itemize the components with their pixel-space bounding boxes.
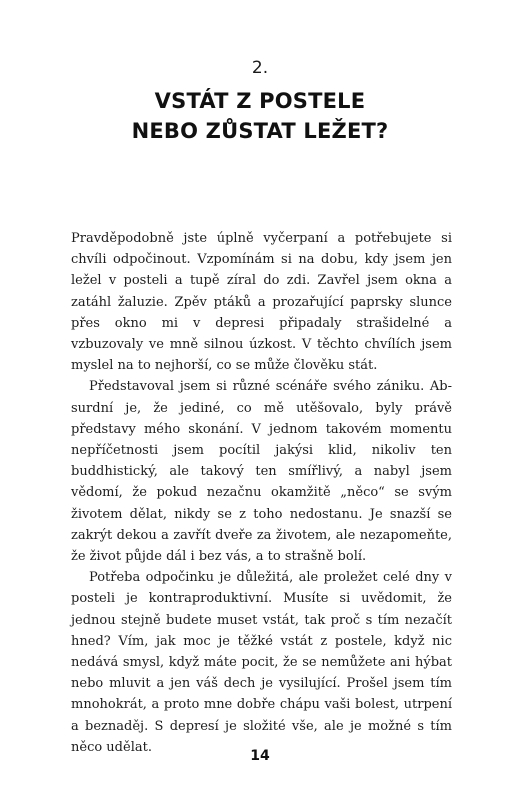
body-text <box>71 228 452 758</box>
chapter-title <box>0 86 520 146</box>
page-number: 14 <box>250 748 270 764</box>
paragraph-2: Představoval jsem si různé scénáře svého zániku. Absurdní je, že jediné, co mě utěšovalo, byly právě představy mého skonání. V jednom takovém momentu nepříčetnosti jsem pocítil jakýsi klid, nikoliv ten buddhistický, ale takový ten smířlivý, a nabyl jsem vědomí, že pokud nezačnu okamžitě „něco“ se svým životem dělat, nikdy se z toho nedostanu. Je snazší se zakrýt dekou a zavřít dveře za životem, ale nezapomeňte, že život půjde dál i bez vás, a to strašně bolí. <box>71 379 452 565</box>
chapter-title-line-2: NEBO ZŮSTAT LEŽET? <box>131 119 389 143</box>
chapter-number: 2. <box>251 58 269 78</box>
chapter-title-line-1: VSTÁT Z POSTELE <box>154 89 366 113</box>
paragraph-3: Potřeba odpočinku je důležitá, ale proležet celé dny v posteli je kontraproduktivní. Musíte si uvědomit, že jednou stejně budete muset vstát, tak proč s tím nezačít hned? Vím, jak moc je těžké vstát z postele, když nic nedává smysl, když máte pocit, že se nemůžete ani hýbat nebo mluvit a jen váš dech je vysilující. Prošel jsem tím mnohokrát, a proto mne dobře chápu vaši bolest, utrpení a beznaděj. S depresí je složité vše, ale je možné s tím něco udělat. <box>71 570 452 755</box>
paragraph-1: Pravděpodobně jste úplně vyčerpaní a potřebujete si chvíli odpočinout. Vzpomínám si na dobu, kdy jsem jen ležel v posteli a tupě zíral do zdi. Zavřel jsem okna a zatáhl žaluzie. Zpěv ptáků a prozařující paprsky slunce přes okno mi v depresi připadaly strašidelné a vzbuzovaly ve mně silnou úzkost. V těchto chvílích jsem myslel na to nejhorší, co se může člověku stát. <box>71 231 452 374</box>
